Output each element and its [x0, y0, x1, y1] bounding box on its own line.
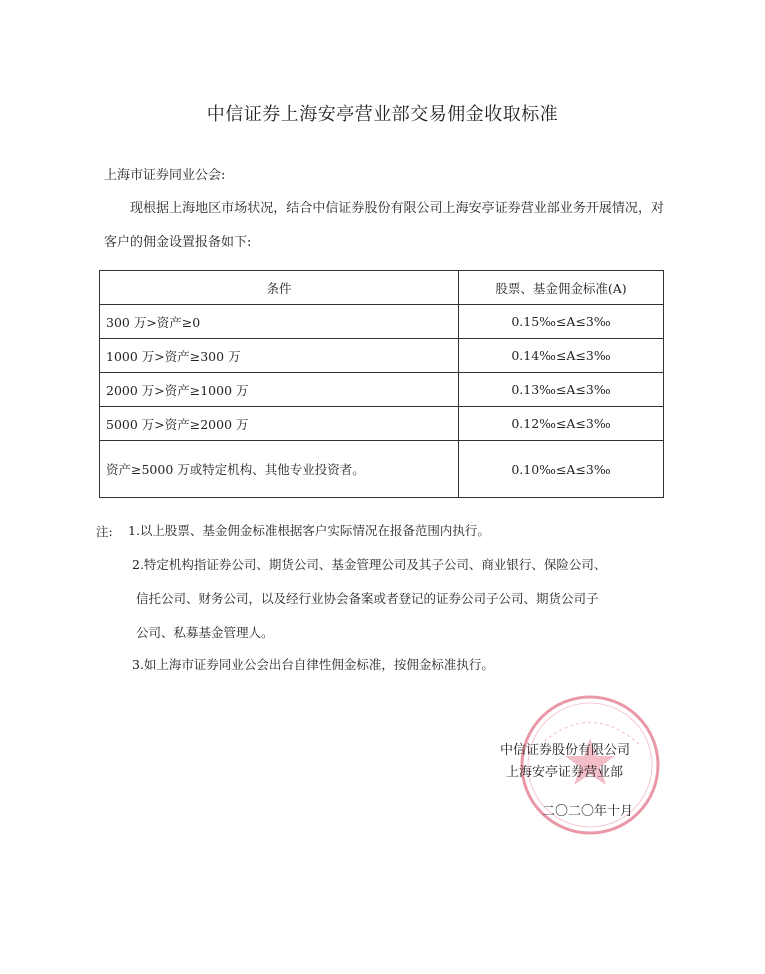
- signature-branch: 上海安亭证券营业部: [506, 765, 624, 780]
- note-item-2-line-1: 2.特定机构指证券公司、期货公司、基金管理公司及其子公司、商业银行、保险公司、: [132, 557, 607, 572]
- header-rate: 股票、基金佣金标准(A): [459, 271, 664, 305]
- signature-block: [500, 740, 630, 784]
- condition-cell: 资产≥5000 万或特定机构、其他专业投资者。: [100, 441, 459, 498]
- notes-prefix: 注:: [96, 524, 113, 539]
- header-condition: 条件: [100, 271, 459, 305]
- note-item-2-line-2: 信托公司、财务公司，以及经行业协会备案或者登记的证券公司子公司、期货公司子: [136, 591, 599, 606]
- note-item-2: [132, 548, 682, 650]
- rate-cell: 0.13‰≤A≤3‰: [459, 373, 664, 407]
- table-row: [100, 305, 664, 339]
- note-item-3: 3.如上海市证券同业公会出台自律性佣金标准，按佣金标准执行。: [132, 657, 494, 672]
- commission-table: [99, 270, 664, 498]
- condition-cell: 5000 万>资产≥2000 万: [100, 407, 459, 441]
- rate-cell: 0.15‰≤A≤3‰: [459, 305, 664, 339]
- table-row: [100, 373, 664, 407]
- note-item-2-line-3: 公司、私募基金管理人。: [136, 625, 274, 640]
- table-row: [100, 407, 664, 441]
- condition-cell: 2000 万>资产≥1000 万: [100, 373, 459, 407]
- table-row: [100, 339, 664, 373]
- table-header-row: [100, 271, 664, 305]
- rate-cell: 0.10‰≤A≤3‰: [459, 441, 664, 498]
- note-item-1: 1.以上股票、基金佣金标准根据客户实际情况在报备范围内执行。: [128, 523, 490, 538]
- signature-company: 中信证券股份有限公司: [500, 743, 631, 758]
- rate-cell: 0.14‰≤A≤3‰: [459, 339, 664, 373]
- intro-paragraph: 现根据上海地区市场状况，结合中信证券股份有限公司上海安亭证券营业部业务开展情况，对客户的佣金设置报备如下:: [104, 201, 664, 250]
- page-title: 中信证券上海安亭营业部交易佣金收取标准: [206, 104, 559, 125]
- condition-cell: 300 万>资产≥0: [100, 305, 459, 339]
- table-row: [100, 441, 664, 498]
- salutation: 上海市证券同业公会:: [104, 168, 226, 183]
- condition-cell: 1000 万>资产≥300 万: [100, 339, 459, 373]
- rate-cell: 0.12‰≤A≤3‰: [459, 407, 664, 441]
- signature-date: 二〇二〇年十月: [542, 804, 634, 819]
